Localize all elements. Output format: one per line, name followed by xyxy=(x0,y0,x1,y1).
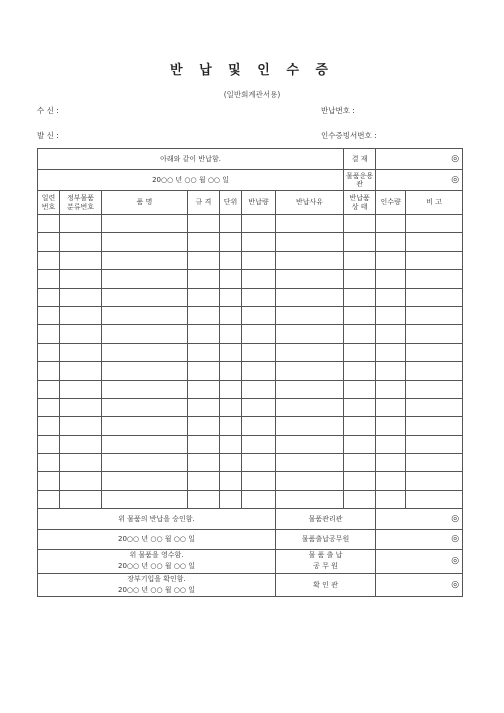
table-cell xyxy=(276,380,344,398)
table-cell xyxy=(188,472,220,490)
table-cell xyxy=(242,380,276,398)
table-cell xyxy=(220,270,242,288)
table-cell xyxy=(60,398,102,416)
approve-text-cell xyxy=(38,509,276,530)
header-reason: 반납사유 xyxy=(276,191,344,215)
table-cell xyxy=(406,306,463,324)
table-cell xyxy=(102,215,188,233)
table-cell xyxy=(406,343,463,361)
table-cell xyxy=(102,417,188,435)
return-receipt-table xyxy=(37,148,463,597)
table-row xyxy=(38,270,463,288)
table-cell xyxy=(38,251,60,269)
table-cell xyxy=(188,325,220,343)
table-row xyxy=(38,435,463,453)
table-cell xyxy=(376,251,406,269)
table-cell xyxy=(344,325,376,343)
table-cell xyxy=(220,454,242,472)
table-cell xyxy=(188,343,220,361)
table-row xyxy=(38,251,463,269)
operator-label-cell xyxy=(344,170,376,191)
table-cell xyxy=(406,454,463,472)
table-cell xyxy=(344,343,376,361)
delivery-label: 물품출납공무원 xyxy=(301,535,350,544)
table-cell xyxy=(102,435,188,453)
approval-label: 결 재 xyxy=(351,154,368,163)
table-cell xyxy=(38,435,60,453)
table-cell xyxy=(242,215,276,233)
table-cell xyxy=(60,288,102,306)
ledger-date: 20○○ 년 ○○ 월 ○○ 일 xyxy=(118,585,195,594)
table-cell xyxy=(376,398,406,416)
table-cell xyxy=(38,233,60,251)
return-number-label: 반납번호 : xyxy=(321,106,355,115)
table-cell xyxy=(276,398,344,416)
table-cell xyxy=(102,454,188,472)
stamp-icon: ◎ xyxy=(451,579,460,590)
approval-stamp-cell xyxy=(376,149,463,170)
table-cell xyxy=(242,398,276,416)
table-cell xyxy=(60,435,102,453)
table-cell xyxy=(102,398,188,416)
table-cell xyxy=(376,343,406,361)
table-cell xyxy=(376,325,406,343)
table-cell xyxy=(60,362,102,380)
table-cell xyxy=(60,306,102,324)
table-row xyxy=(38,490,463,508)
table-cell xyxy=(38,270,60,288)
table-row xyxy=(38,343,463,361)
table-row xyxy=(38,325,463,343)
recipient-label: 수 신 : xyxy=(37,106,59,115)
table-cell xyxy=(102,325,188,343)
table-cell xyxy=(276,490,344,508)
table-row xyxy=(38,454,463,472)
receive-date: 20○○ 년 ○○ 월 ○○ 일 xyxy=(118,562,195,571)
header-remarks: 비 고 xyxy=(406,191,463,215)
table-cell xyxy=(344,215,376,233)
table-cell xyxy=(276,435,344,453)
table-cell xyxy=(188,270,220,288)
table-cell xyxy=(188,251,220,269)
table-cell xyxy=(38,306,60,324)
table-cell xyxy=(220,362,242,380)
table-cell xyxy=(406,472,463,490)
table-cell xyxy=(60,233,102,251)
table-cell xyxy=(188,288,220,306)
table-cell xyxy=(60,215,102,233)
statement-cell xyxy=(38,149,344,170)
approve-date-cell xyxy=(38,529,276,550)
table-cell xyxy=(406,490,463,508)
table-cell xyxy=(276,325,344,343)
table-cell xyxy=(344,490,376,508)
table-cell xyxy=(276,472,344,490)
table-cell xyxy=(60,251,102,269)
table-cell xyxy=(276,454,344,472)
table-cell xyxy=(188,306,220,324)
table-cell xyxy=(406,270,463,288)
table-cell xyxy=(376,270,406,288)
table-row xyxy=(38,472,463,490)
table-cell xyxy=(344,454,376,472)
stamp-icon: ◎ xyxy=(451,153,460,164)
table-cell xyxy=(220,380,242,398)
delivery-stamp-cell xyxy=(376,529,463,550)
table-cell xyxy=(60,490,102,508)
table-row xyxy=(38,306,463,324)
table-cell xyxy=(38,325,60,343)
table-cell xyxy=(376,472,406,490)
statement-text: 아래와 같이 반납함. xyxy=(160,154,221,163)
table-cell xyxy=(344,398,376,416)
table-cell xyxy=(242,435,276,453)
receipt-number-label: 인수증빙서번호 : xyxy=(321,131,377,140)
table-cell xyxy=(220,343,242,361)
table-cell xyxy=(38,490,60,508)
table-cell xyxy=(220,435,242,453)
table-cell xyxy=(406,435,463,453)
stamp-icon: ◎ xyxy=(451,513,460,524)
dispatch-label-cell: 물 품 출 납 공 무 원 xyxy=(276,550,376,573)
table-cell xyxy=(344,251,376,269)
table-cell xyxy=(242,270,276,288)
table-cell xyxy=(406,362,463,380)
table-cell xyxy=(38,343,60,361)
table-cell xyxy=(188,233,220,251)
header-item-name: 품 명 xyxy=(102,191,188,215)
table-cell xyxy=(344,362,376,380)
table-cell xyxy=(276,362,344,380)
sender-label: 발 신 : xyxy=(37,131,59,140)
stamp-icon: ◎ xyxy=(451,534,460,545)
table-cell xyxy=(220,490,242,508)
table-cell xyxy=(242,306,276,324)
table-cell xyxy=(220,288,242,306)
check-label: 확 인 관 xyxy=(313,580,338,589)
table-row xyxy=(38,215,463,233)
table-cell xyxy=(102,490,188,508)
table-cell xyxy=(220,417,242,435)
table-cell xyxy=(276,233,344,251)
table-cell xyxy=(376,215,406,233)
table-cell xyxy=(60,454,102,472)
receive-text: 위 물품을 영수함. xyxy=(129,551,184,560)
delivery-label-cell xyxy=(276,529,376,550)
table-cell xyxy=(276,417,344,435)
table-cell xyxy=(102,270,188,288)
table-cell xyxy=(276,343,344,361)
table-cell xyxy=(376,380,406,398)
table-cell xyxy=(60,380,102,398)
table-cell xyxy=(60,270,102,288)
table-cell xyxy=(242,343,276,361)
header-classification: 정부물품 분류번호 xyxy=(60,191,102,215)
table-cell xyxy=(242,288,276,306)
item-rows xyxy=(38,215,463,509)
table-cell xyxy=(276,215,344,233)
approve-date: 20○○ 년 ○○ 월 ○○ 일 xyxy=(118,535,195,544)
approve-text: 위 물품의 반납을 승인함. xyxy=(118,514,195,523)
operator-label: 물품운용관 xyxy=(346,171,374,188)
table-cell xyxy=(344,472,376,490)
table-cell xyxy=(38,362,60,380)
table-cell xyxy=(242,454,276,472)
manager-label: 물품관리관 xyxy=(308,514,343,523)
table-cell xyxy=(38,380,60,398)
table-cell xyxy=(242,251,276,269)
table-cell xyxy=(220,398,242,416)
table-cell xyxy=(242,325,276,343)
table-cell xyxy=(102,362,188,380)
table-cell xyxy=(276,288,344,306)
table-cell xyxy=(376,454,406,472)
table-cell xyxy=(102,233,188,251)
document-title: 반 납 및 인 수 증 xyxy=(170,63,334,78)
document-subtitle: (일반회계관서용) xyxy=(223,90,281,99)
table-cell xyxy=(406,380,463,398)
table-row xyxy=(38,288,463,306)
table-cell xyxy=(188,417,220,435)
stamp-icon: ◎ xyxy=(451,174,460,185)
table-cell xyxy=(38,215,60,233)
table-cell xyxy=(242,472,276,490)
table-cell xyxy=(344,417,376,435)
table-row xyxy=(38,233,463,251)
ledger-text: 장부기입을 확인함. xyxy=(127,574,186,583)
receive-cell xyxy=(38,550,276,573)
table-cell xyxy=(188,435,220,453)
table-cell xyxy=(60,325,102,343)
table-cell xyxy=(344,288,376,306)
table-cell xyxy=(102,343,188,361)
table-cell xyxy=(220,472,242,490)
table-cell xyxy=(220,233,242,251)
table-row xyxy=(38,362,463,380)
check-label-cell xyxy=(276,573,376,596)
table-cell xyxy=(406,288,463,306)
table-cell xyxy=(38,454,60,472)
table-cell xyxy=(376,233,406,251)
dispatch-stamp-cell xyxy=(376,550,463,573)
statement-date-cell xyxy=(38,170,344,191)
table-cell xyxy=(60,472,102,490)
table-cell xyxy=(376,435,406,453)
manager-label-cell xyxy=(276,509,376,530)
table-row xyxy=(38,398,463,416)
table-cell xyxy=(344,435,376,453)
table-cell xyxy=(188,490,220,508)
table-cell xyxy=(242,417,276,435)
table-cell xyxy=(220,306,242,324)
approval-label-cell xyxy=(344,149,376,170)
table-cell xyxy=(242,233,276,251)
table-cell xyxy=(220,325,242,343)
table-cell xyxy=(242,362,276,380)
header-received-qty: 인수량 xyxy=(376,191,406,215)
table-cell xyxy=(406,325,463,343)
table-cell xyxy=(276,251,344,269)
table-cell xyxy=(38,288,60,306)
header-unit: 단위 xyxy=(220,191,242,215)
table-cell xyxy=(344,306,376,324)
table-cell xyxy=(102,472,188,490)
table-cell xyxy=(102,288,188,306)
table-cell xyxy=(242,490,276,508)
table-cell xyxy=(376,362,406,380)
table-cell xyxy=(406,417,463,435)
table-cell xyxy=(188,454,220,472)
table-cell xyxy=(102,380,188,398)
table-row xyxy=(38,417,463,435)
table-row xyxy=(38,380,463,398)
table-cell xyxy=(376,417,406,435)
table-cell xyxy=(188,362,220,380)
table-cell xyxy=(188,215,220,233)
manager-stamp-cell xyxy=(376,509,463,530)
table-cell xyxy=(220,215,242,233)
table-cell xyxy=(406,233,463,251)
table-cell xyxy=(60,417,102,435)
header-return-qty: 반납량 xyxy=(242,191,276,215)
table-cell xyxy=(276,306,344,324)
table-cell xyxy=(38,472,60,490)
table-cell xyxy=(220,251,242,269)
table-cell xyxy=(406,398,463,416)
table-cell xyxy=(344,233,376,251)
table-cell xyxy=(102,251,188,269)
table-cell xyxy=(102,306,188,324)
table-cell xyxy=(406,215,463,233)
statement-date: 20○○ 년 ○○ 월 ○○ 일 xyxy=(152,175,230,184)
table-cell xyxy=(344,270,376,288)
table-cell xyxy=(376,288,406,306)
ledger-cell xyxy=(38,573,276,596)
header-condition: 반납품 상 태 xyxy=(344,191,376,215)
table-cell xyxy=(376,490,406,508)
stamp-icon: ◎ xyxy=(451,556,460,567)
check-stamp-cell xyxy=(376,573,463,596)
table-cell xyxy=(276,270,344,288)
table-cell xyxy=(60,343,102,361)
operator-stamp-cell xyxy=(376,170,463,191)
header-serial: 일련 번호 xyxy=(38,191,60,215)
table-cell xyxy=(188,398,220,416)
table-cell xyxy=(376,306,406,324)
header-spec: 규 격 xyxy=(188,191,220,215)
table-cell xyxy=(188,380,220,398)
table-cell xyxy=(38,417,60,435)
table-cell xyxy=(406,251,463,269)
table-cell xyxy=(344,380,376,398)
table-cell xyxy=(38,398,60,416)
